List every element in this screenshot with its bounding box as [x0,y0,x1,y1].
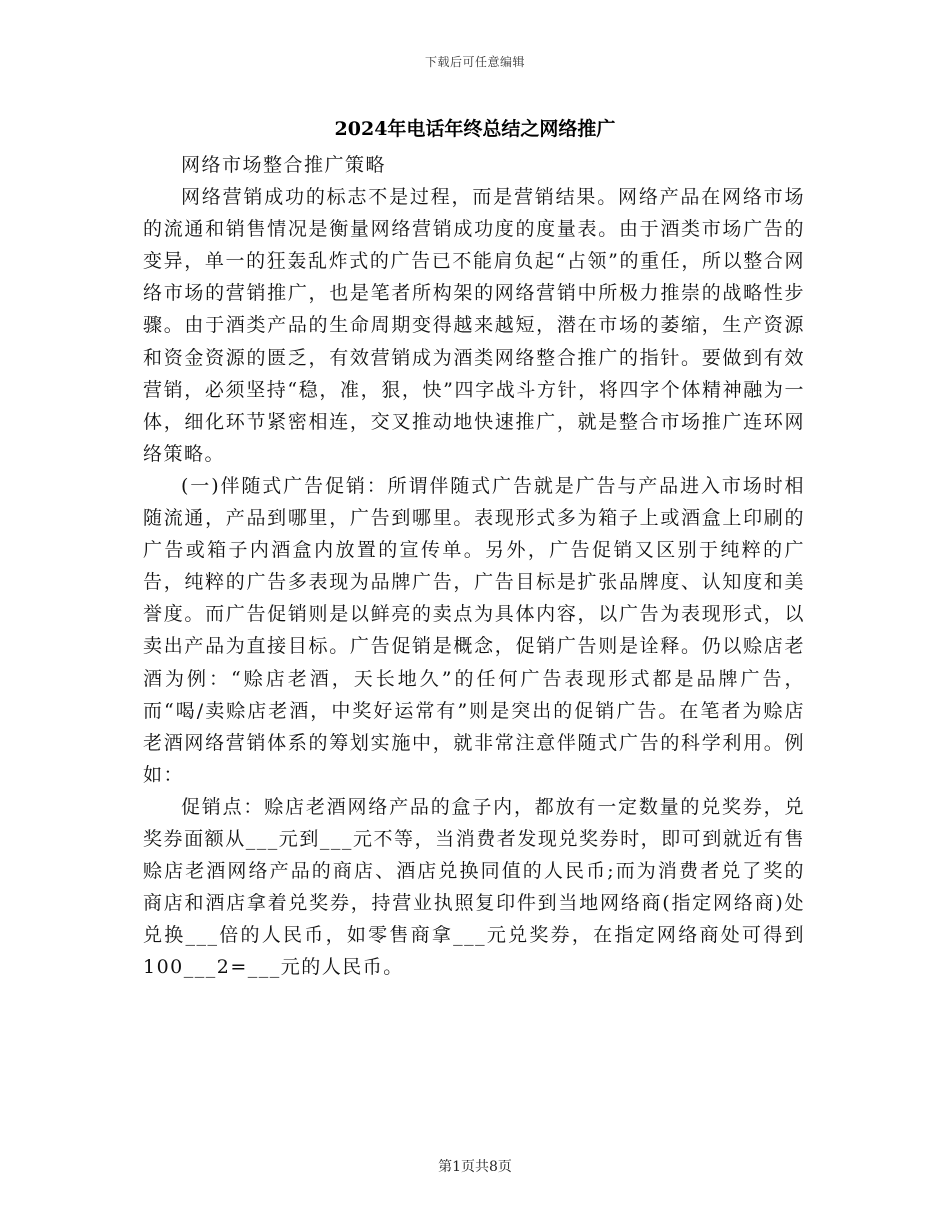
paragraph: 网络营销成功的标志不是过程，而是营销结果。网络产品在网络市场的流通和销售情况是衡量网络营销成功度的度量表。由于酒类市场广告的变异，单一的狂轰乱炸式的广告已不能肩负起“占领”的重任，所以整合网络市场的营销推广，也是笔者所构架的网络营销中所极力推崇的战略性步骤。由于酒类产品的生命周期变得越来越短，潜在市场的萎缩，生产资源和资金资源的匮乏，有效营销成为酒类网络整合推广的指针。要做到有效营销，必须坚持“稳，准，狠，快”四字战斗方针，将四字个体精神融为一体，细化环节紧密相连，交叉推动地快速推广，就是整合市场推广连环网络策略。 [143,186,805,465]
paragraph: (一)伴随式广告促销：所谓伴随式广告就是广告与产品进入市场时相随流通，产品到哪里，广告到哪里。表现形式多为箱子上或酒盒上印刷的广告或箱子内酒盒内放置的宣传单。另外，广告促销又区别于纯粹的广告，纯粹的广告多表现为品牌广告，广告目标是扩张品牌度、认知度和美誉度。而广告促销则是以鲜亮的卖点为具体内容，以广告为表现形式，以卖出产品为直接目标。广告促销是概念，促销广告则是诠释。仍以赊店老酒为例：“赊店老酒，天长地久”的任何广告表现形式都是品牌广告，而“喝/卖赊店老酒，中奖好运常有”则是突出的促销广告。在笔者为赊店老酒网络营销体系的筹划实施中，就非常注意伴随式广告的科学利用。例如： [143,474,805,786]
section-subtitle: 网络市场整合推广策略 [181,154,387,176]
paragraph: 促销点：赊店老酒网络产品的盒子内，都放有一定数量的兑奖券，兑奖券面额从___元到___元不等，当消费者发现兑奖券时，即可到就近有售赊店老酒网络产品的商店、酒店兑换同值的人民币;而为消费者兑了奖的商店和酒店拿着兑奖券，持营业执照复印件到当地网络商(指定网络商)处兑换___倍的人民币，如零售商拿___元兑奖券，在指定网络商处可得到100___2=___元的人民币。 [143,795,805,979]
document-title: 2024年电话年终总结之网络推广 [334,118,616,140]
document-body [143,149,805,983]
page-header-note: 下载后可任意编辑 [424,55,525,69]
page-number: 第1页共8页 [438,1159,512,1175]
